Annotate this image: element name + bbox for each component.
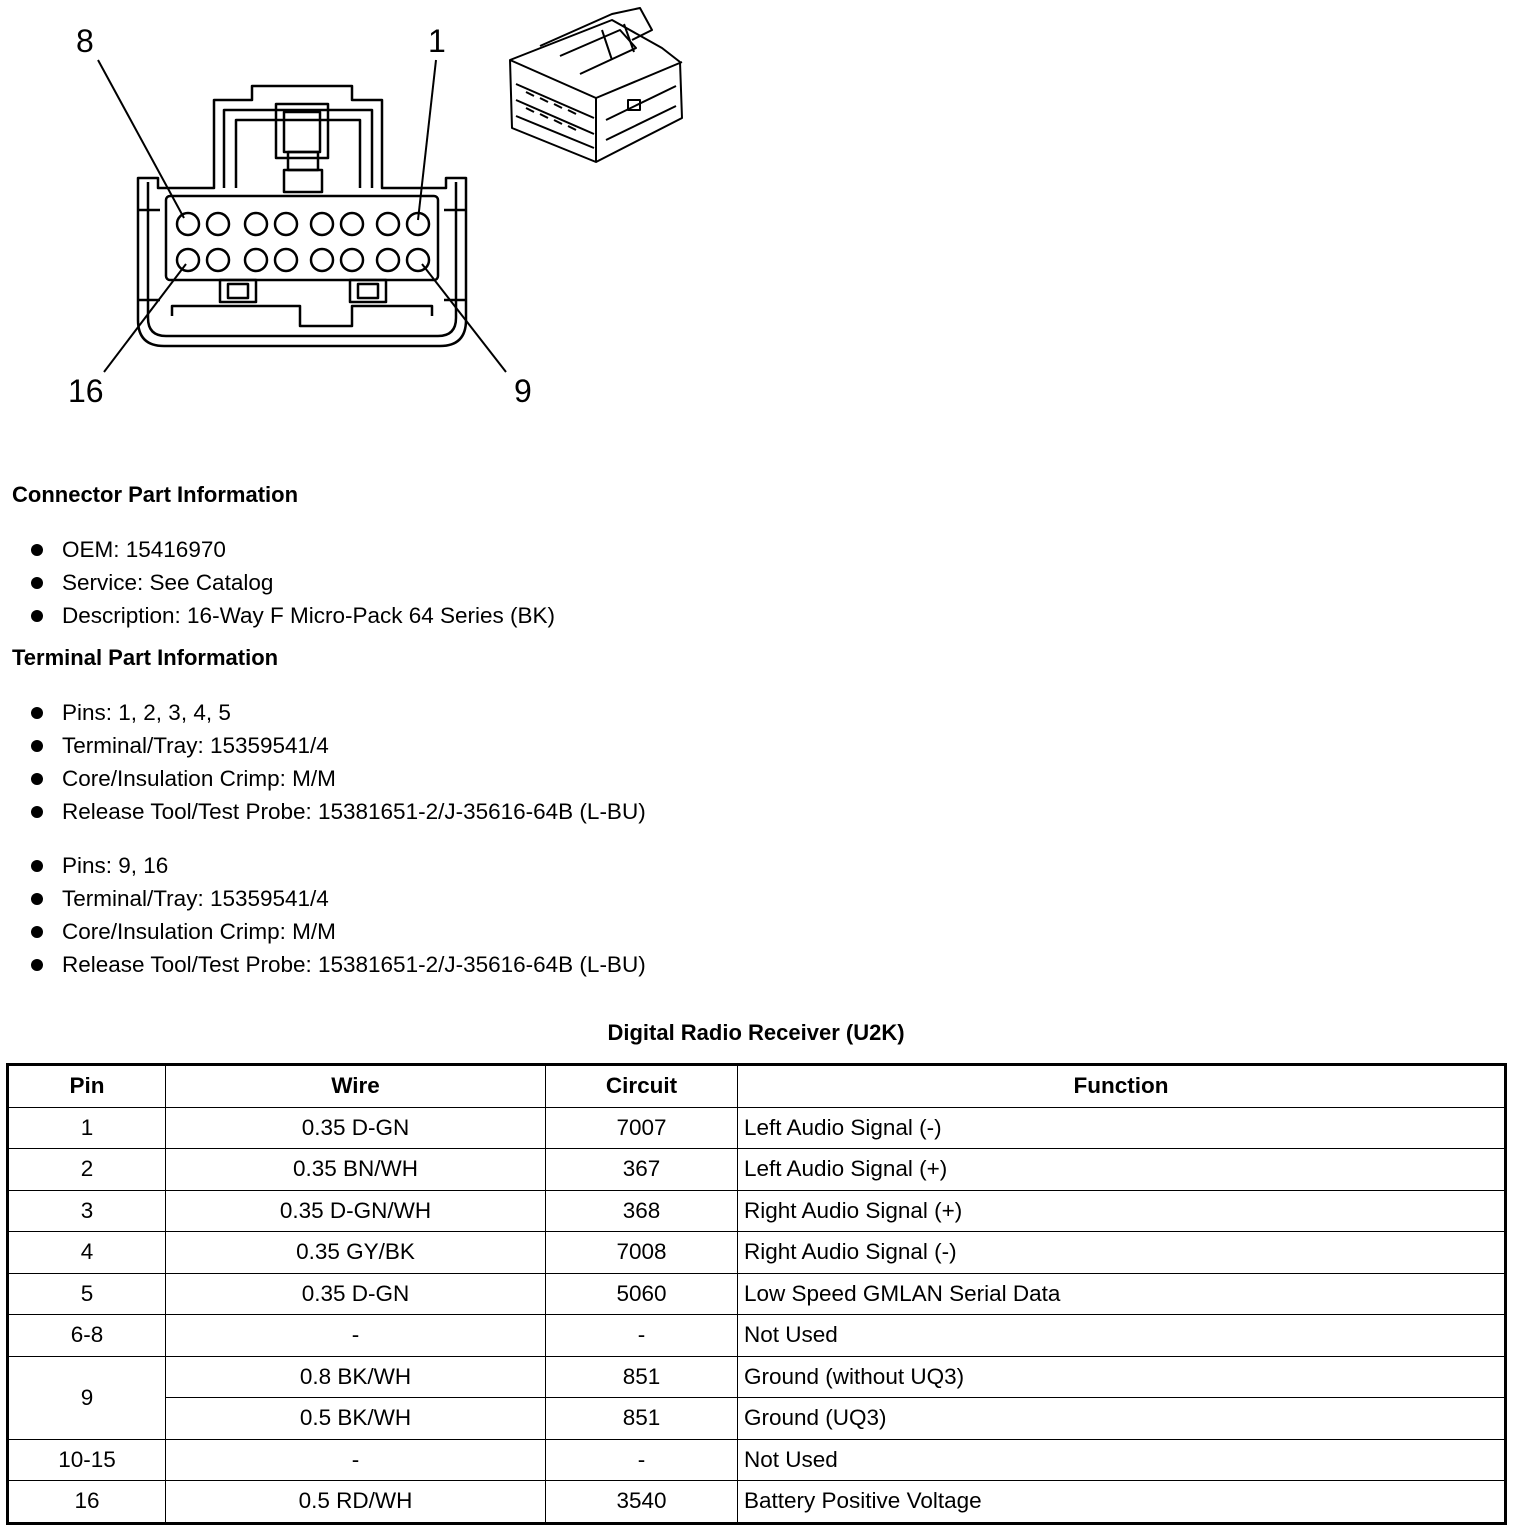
list-item-text: Release Tool/Test Probe: 15381651-2/J-35616-64B (L-BU) — [62, 952, 646, 977]
table-header-row — [8, 1065, 1506, 1108]
list-item — [30, 696, 646, 729]
cell-circuit: 368 — [546, 1190, 738, 1232]
bullet-icon — [31, 707, 43, 719]
cell-pin: 5 — [8, 1273, 166, 1315]
cell-wire: 0.5 RD/WH — [166, 1481, 546, 1524]
cell-pin: 1 — [8, 1107, 166, 1149]
bullet-icon — [31, 806, 43, 818]
connector-info-list — [30, 533, 555, 632]
list-item-text: Pins: 1, 2, 3, 4, 5 — [62, 700, 231, 725]
terminal-info-group-2 — [30, 849, 646, 981]
cell-pin: 2 — [8, 1149, 166, 1191]
table-row — [8, 1481, 1506, 1524]
cell-pin: 4 — [8, 1232, 166, 1274]
cell-circuit: 5060 — [546, 1273, 738, 1315]
list-item — [30, 915, 646, 948]
list-item-text: OEM: 15416970 — [62, 537, 226, 562]
cell-function: Ground (UQ3) — [738, 1398, 1506, 1440]
list-item — [30, 729, 646, 762]
cell-function: Right Audio Signal (+) — [738, 1190, 1506, 1232]
cell-wire: - — [166, 1315, 546, 1357]
cell-wire: 0.35 GY/BK — [166, 1232, 546, 1274]
connector-info-title: Connector Part Information — [12, 482, 299, 507]
cell-pin: 3 — [8, 1190, 166, 1232]
pin-row-bottom — [177, 249, 429, 271]
list-item — [30, 599, 555, 632]
cell-function: Not Used — [738, 1439, 1506, 1481]
list-item — [30, 566, 555, 599]
cell-function: Not Used — [738, 1315, 1506, 1357]
cell-wire: 0.35 BN/WH — [166, 1149, 546, 1191]
pin-label-9: 9 — [514, 373, 532, 409]
bullet-icon — [31, 577, 43, 589]
bullet-icon — [31, 740, 43, 752]
cell-function: Low Speed GMLAN Serial Data — [738, 1273, 1506, 1315]
bullet-icon — [31, 860, 43, 872]
cell-function: Left Audio Signal (-) — [738, 1107, 1506, 1149]
cell-wire: 0.35 D-GN — [166, 1107, 546, 1149]
cell-function: Ground (without UQ3) — [738, 1356, 1506, 1398]
pin-label-1: 1 — [428, 23, 446, 59]
cell-pin: 16 — [8, 1481, 166, 1524]
table-row — [8, 1315, 1506, 1357]
connector-diagram — [0, 0, 720, 430]
cell-circuit: - — [546, 1439, 738, 1481]
header-circuit: Circuit — [546, 1065, 738, 1108]
cell-pin: 9 — [8, 1356, 166, 1439]
cell-circuit: 7007 — [546, 1107, 738, 1149]
header-function: Function — [738, 1065, 1506, 1108]
cell-wire: 0.5 BK/WH — [166, 1398, 546, 1440]
table-row — [8, 1273, 1506, 1315]
pinout-table — [6, 1063, 1507, 1525]
table-row — [8, 1356, 1506, 1398]
cell-wire: 0.8 BK/WH — [166, 1356, 546, 1398]
table-title: Digital Radio Receiver (U2K) — [607, 1020, 905, 1045]
pin-label-16: 16 — [68, 373, 104, 409]
list-item-text: Core/Insulation Crimp: M/M — [62, 766, 336, 791]
list-item-text: Core/Insulation Crimp: M/M — [62, 919, 336, 944]
cell-pin: 10-15 — [8, 1439, 166, 1481]
pin-label-8: 8 — [76, 23, 94, 59]
cell-circuit: 851 — [546, 1356, 738, 1398]
list-item-text: Service: See Catalog — [62, 570, 274, 595]
bullet-icon — [31, 893, 43, 905]
cell-function: Right Audio Signal (-) — [738, 1232, 1506, 1274]
list-item-text: Terminal/Tray: 15359541/4 — [62, 733, 329, 758]
terminal-info-title: Terminal Part Information — [12, 645, 279, 670]
list-item — [30, 533, 555, 566]
table-row — [8, 1190, 1506, 1232]
table-row — [8, 1439, 1506, 1481]
list-item — [30, 762, 646, 795]
header-pin: Pin — [8, 1065, 166, 1108]
bullet-icon — [31, 926, 43, 938]
list-item — [30, 795, 646, 828]
list-item — [30, 849, 646, 882]
table-row — [8, 1398, 1506, 1440]
pin-row-top — [177, 213, 429, 235]
cell-function: Battery Positive Voltage — [738, 1481, 1506, 1524]
list-item-text: Pins: 9, 16 — [62, 853, 169, 878]
cell-circuit: 3540 — [546, 1481, 738, 1524]
list-item-text: Terminal/Tray: 15359541/4 — [62, 886, 329, 911]
cell-wire: - — [166, 1439, 546, 1481]
terminal-info-group-1 — [30, 696, 646, 828]
list-item — [30, 882, 646, 915]
cell-function: Left Audio Signal (+) — [738, 1149, 1506, 1191]
list-item-text: Description: 16-Way F Micro-Pack 64 Series (BK) — [62, 603, 556, 628]
bullet-icon — [31, 959, 43, 971]
cell-circuit: - — [546, 1315, 738, 1357]
cell-wire: 0.35 D-GN/WH — [166, 1190, 546, 1232]
table-row — [8, 1107, 1506, 1149]
header-wire: Wire — [166, 1065, 546, 1108]
bullet-icon — [31, 610, 43, 622]
bullet-icon — [31, 544, 43, 556]
list-item-text: Release Tool/Test Probe: 15381651-2/J-35616-64B (L-BU) — [62, 799, 646, 824]
connector-isometric-view — [510, 8, 682, 162]
cell-pin: 6-8 — [8, 1315, 166, 1357]
bullet-icon — [31, 773, 43, 785]
list-item — [30, 948, 646, 981]
cell-circuit: 367 — [546, 1149, 738, 1191]
cell-wire: 0.35 D-GN — [166, 1273, 546, 1315]
table-row — [8, 1232, 1506, 1274]
cell-circuit: 851 — [546, 1398, 738, 1440]
table-row — [8, 1149, 1506, 1191]
cell-circuit: 7008 — [546, 1232, 738, 1274]
